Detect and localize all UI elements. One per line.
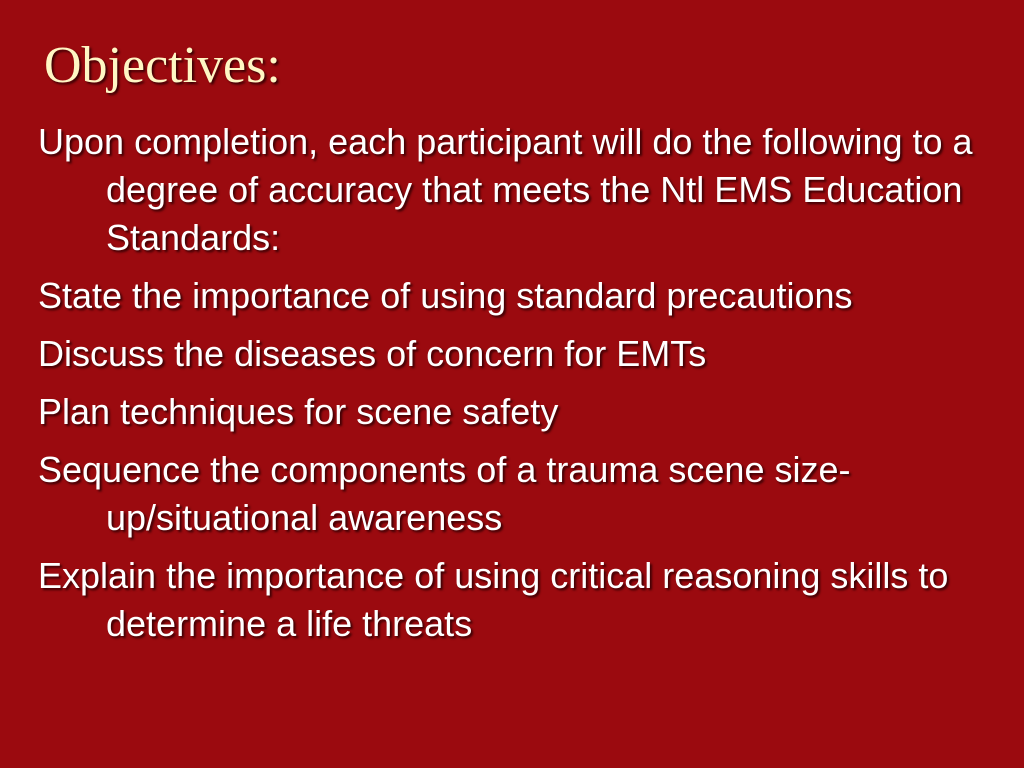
objective-item: State the importance of using standard precautions: [38, 275, 853, 316]
objectives-list: [38, 118, 998, 658]
objective-item: Plan techniques for scene safety: [38, 391, 559, 432]
objective-item: Sequence the components of a trauma scene size-up/situational awareness: [38, 449, 851, 538]
slide-title: Objectives:: [44, 37, 281, 94]
objective-item: Upon completion, each participant will do the following to a degree of accuracy that meets the Ntl EMS Education Standards:: [38, 121, 973, 258]
objective-item: Explain the importance of using critical reasoning skills to determine a life threats: [38, 555, 949, 644]
objective-item: Discuss the diseases of concern for EMTs: [38, 333, 707, 374]
